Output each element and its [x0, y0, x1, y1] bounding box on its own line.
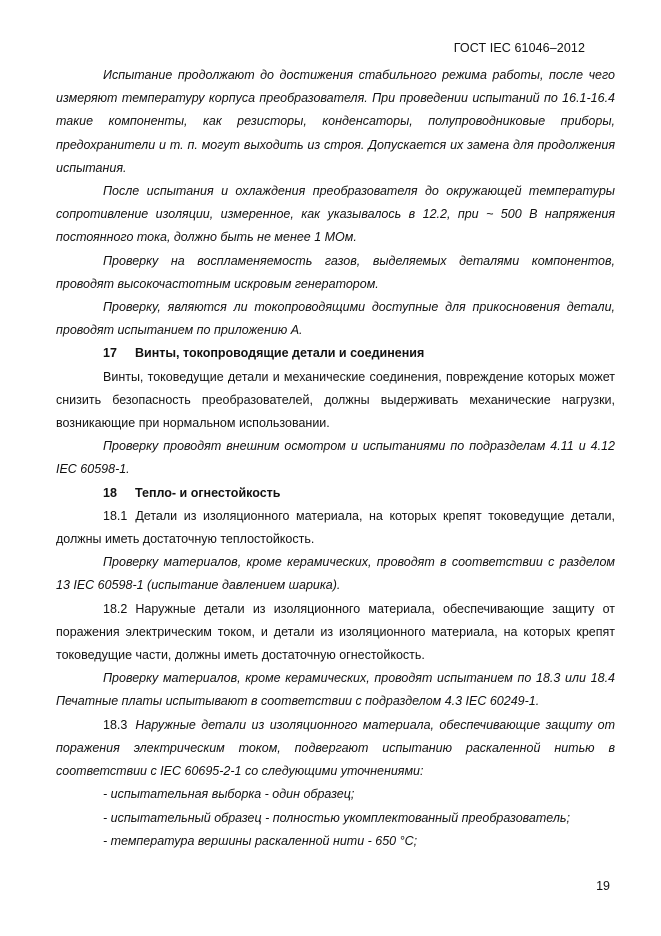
- paragraph-screws-check: Проверку проводят внешним осмотром и испытаниями по подразделам 4.11 и 4.12 IEC 60598-1.: [56, 439, 615, 477]
- clause-18-2: [56, 598, 615, 668]
- paragraph-insulation-resistance: После испытания и охлаждения преобразователя до окружающей температуры сопротивление изоляции, измеренное, как указывалось в 12.2, при ~ 500 В напряжения постоянного тока, должно быть не менее 1 МОм.: [56, 184, 615, 245]
- paragraph-screws-requirements: Винты, токоведущие детали и механические соединения, повреждение которых может снизить безопасность преобразователей, должны выдерживать механические нагрузки, возникающие при нормальном использовании.: [56, 369, 615, 431]
- paragraph-test-continuation: Испытание продолжают до достижения стабильного режима работы, после чего измеряют температуру корпуса преобразователя. При проведении испытаний по 16.1-16.4 такие компоненты, как резисторы, конденсаторы, полупроводниковые приборы, предохранители и т. п. могут выходить из строя. Допускается их замена для продолжения испытания.: [56, 68, 615, 175]
- clause-text: Наружные детали из изоляционного материала, обеспечивающие защиту от поражения электрическим током, подвергают испытанию раскаленной нитью в соответствии с IEC 60695-2-1 со следующими уточнениями:: [56, 717, 615, 779]
- list-item: - испытательная выборка - один образец;: [103, 787, 355, 802]
- clause-18-3: [56, 714, 615, 784]
- section-heading-17: [56, 342, 615, 365]
- clause-number: 18.1: [103, 508, 128, 523]
- clause-number: 18.3: [103, 717, 128, 732]
- clause-number: 18.2: [103, 601, 128, 616]
- clause-18-1: [56, 505, 615, 551]
- paragraph-fire-check: Проверку материалов, кроме керамических, проводят испытанием по 18.3 или 18.4 Печатные платы испытывают в соответствии с подразделом 4.3 IEC 60249-1.: [56, 671, 615, 709]
- section-number: 18: [103, 485, 117, 500]
- section-title: Винты, токопроводящие детали и соединения: [135, 346, 425, 361]
- list-item: - температура вершины раскаленной нити - 650 °С;: [103, 833, 418, 848]
- section-number: 17: [103, 346, 117, 361]
- document-body: [56, 64, 615, 853]
- section-title: Тепло- и огнестойкость: [135, 485, 281, 500]
- paragraph-accessible-parts: Проверку, являются ли токопроводящими доступные для прикосновения детали, проводят испытанием по приложению А.: [56, 300, 615, 338]
- clause-text: Наружные детали из изоляционного материала, обеспечивающие защиту от поражения электрическим током, и детали из изоляционного материала, на которых крепят токоведущие части, должны иметь достаточную огнестойкость.: [56, 601, 615, 663]
- section-heading-18: [56, 482, 615, 505]
- paragraph-heat-check: Проверку материалов, кроме керамических, проводят в соответствии с разделом 13 IEC 60598-1 (испытание давлением шарика).: [56, 555, 615, 593]
- page-number: 19: [596, 879, 610, 893]
- list-item: - испытательный образец - полностью укомплектованный преобразователь;: [103, 810, 570, 825]
- document-header: ГОСТ IEC 61046–2012: [453, 41, 585, 55]
- clause-text: Детали из изоляционного материала, на которых крепят токоведущие детали, должны иметь достаточную теплостойкость.: [56, 508, 615, 547]
- paragraph-gas-flammability: Проверку на воспламеняемость газов, выделяемых деталями компонентов, проводят высокочастотным искровым генератором.: [56, 253, 615, 291]
